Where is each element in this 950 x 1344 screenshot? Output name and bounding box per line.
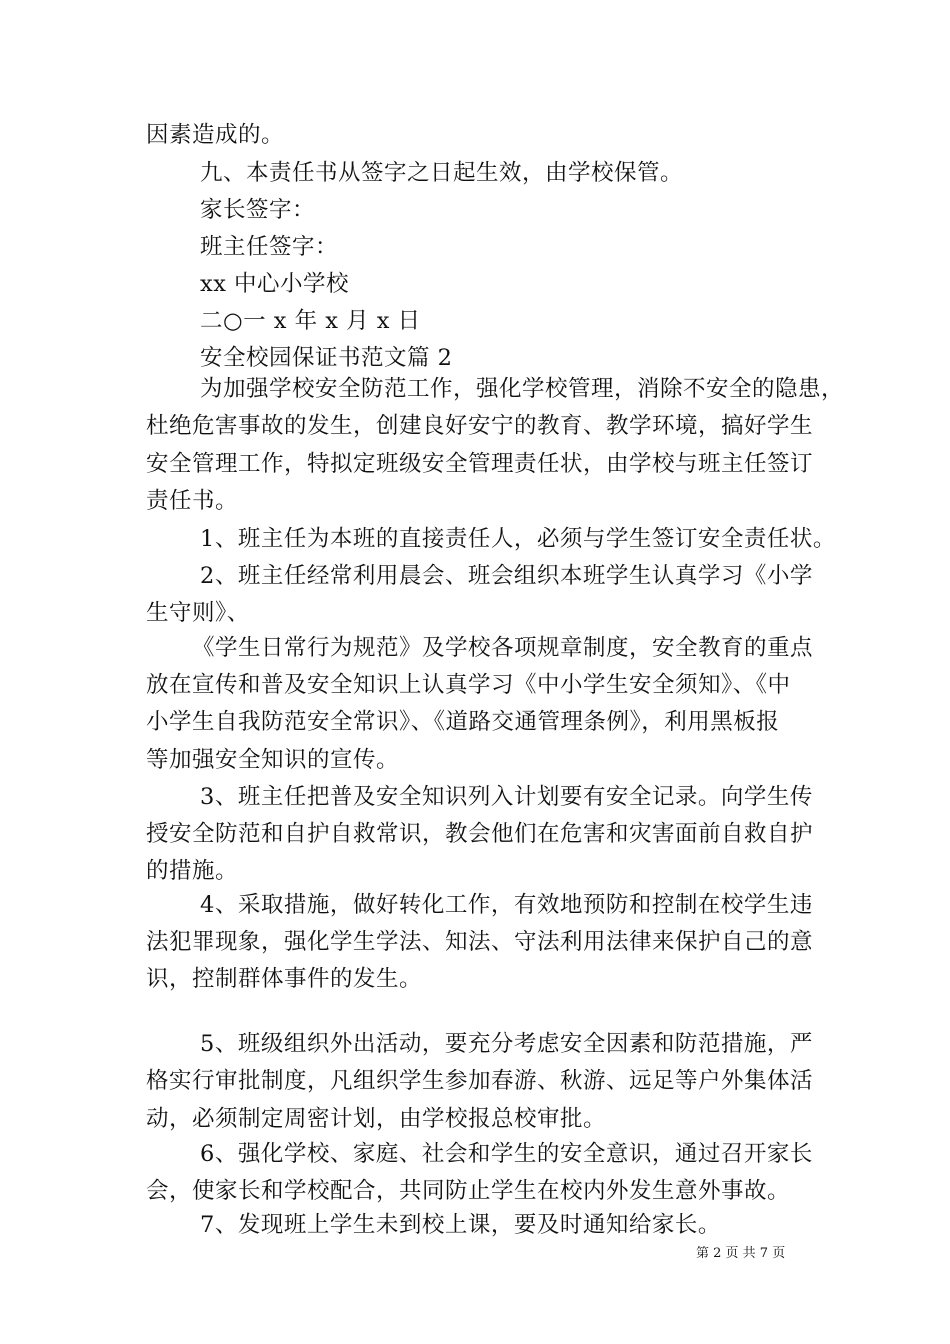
text-line: 动，必须制定周密计划，由学校报总校审批。 xyxy=(146,1106,607,1132)
text-line: 7、发现班上学生未到校上课，要及时通知给家长。 xyxy=(200,1212,721,1238)
text-line: 《学生日常行为规范》及学校各项规章制度，安全教育的重点 xyxy=(192,635,814,661)
text-line: 的措施。 xyxy=(146,858,239,884)
text-line: 授安全防范和自护自救常识，教会他们在危害和灾害面前自救自护 xyxy=(146,821,814,847)
text-line: 生守则》、 xyxy=(146,600,250,626)
text-line: 家长签字： xyxy=(200,197,316,223)
text-line: 5、班级组织外出活动，要充分考虑安全因素和防范措施，严 xyxy=(200,1031,813,1057)
text-line: 九、本责任书从签字之日起生效，由学校保管。 xyxy=(200,160,684,186)
text-line: 会，使家长和学校配合，共同防止学生在校内外发生意外事故。 xyxy=(146,1178,791,1204)
text-line: 3、班主任把普及安全知识列入计划要有安全记录。向学生传 xyxy=(200,784,813,810)
text-line: 因素造成的。 xyxy=(146,122,285,148)
text-line: 格实行审批制度，凡组织学生参加春游、秋游、远足等户外集体活 xyxy=(146,1068,814,1094)
text-line: 1、班主任为本班的直接责任人，必须与学生签订安全责任状。 xyxy=(200,526,836,552)
text-line: 识，控制群体事件的发生。 xyxy=(146,966,423,992)
text-line: 法犯罪现象，强化学生学法、知法、守法利用法律来保护自己的意 xyxy=(146,929,814,955)
text-line: 为加强学校安全防范工作，强化学校管理，消除不安全的隐患， xyxy=(200,376,845,402)
text-line: 责任书。 xyxy=(146,488,239,514)
text-line: 6、强化学校、家庭、社会和学生的安全意识，通过召开家长 xyxy=(200,1141,813,1167)
page-number: 第 2 页 共 7 页 xyxy=(696,1246,786,1261)
text-line: 4、采取措施，做好转化工作，有效地预防和控制在校学生违 xyxy=(200,892,813,918)
text-line: 2、班主任经常利用晨会、班会组织本班学生认真学习《小学 xyxy=(200,563,813,589)
text-line: 等加强安全知识的宣传。 xyxy=(146,747,400,773)
text-line: xx 中心小学校 xyxy=(200,271,350,297)
text-line: 二○一 x 年 x 月 x 日 xyxy=(200,308,421,334)
text-line: 小学生自我防范安全常识》、《道路交通管理条例》，利用黑板报 xyxy=(146,709,780,735)
text-line: 放在宣传和普及安全知识上认真学习《中小学生安全须知》、《中 xyxy=(146,672,791,698)
text-line: 杜绝危害事故的发生，创建良好安宁的教育、教学环境，搞好学生 xyxy=(146,413,814,439)
section-title: 安全校园保证书范文篇 2 xyxy=(200,345,453,371)
text-line: 班主任签字： xyxy=(200,234,339,260)
text-line: 安全管理工作，特拟定班级安全管理责任状，由学校与班主任签订 xyxy=(146,451,814,477)
